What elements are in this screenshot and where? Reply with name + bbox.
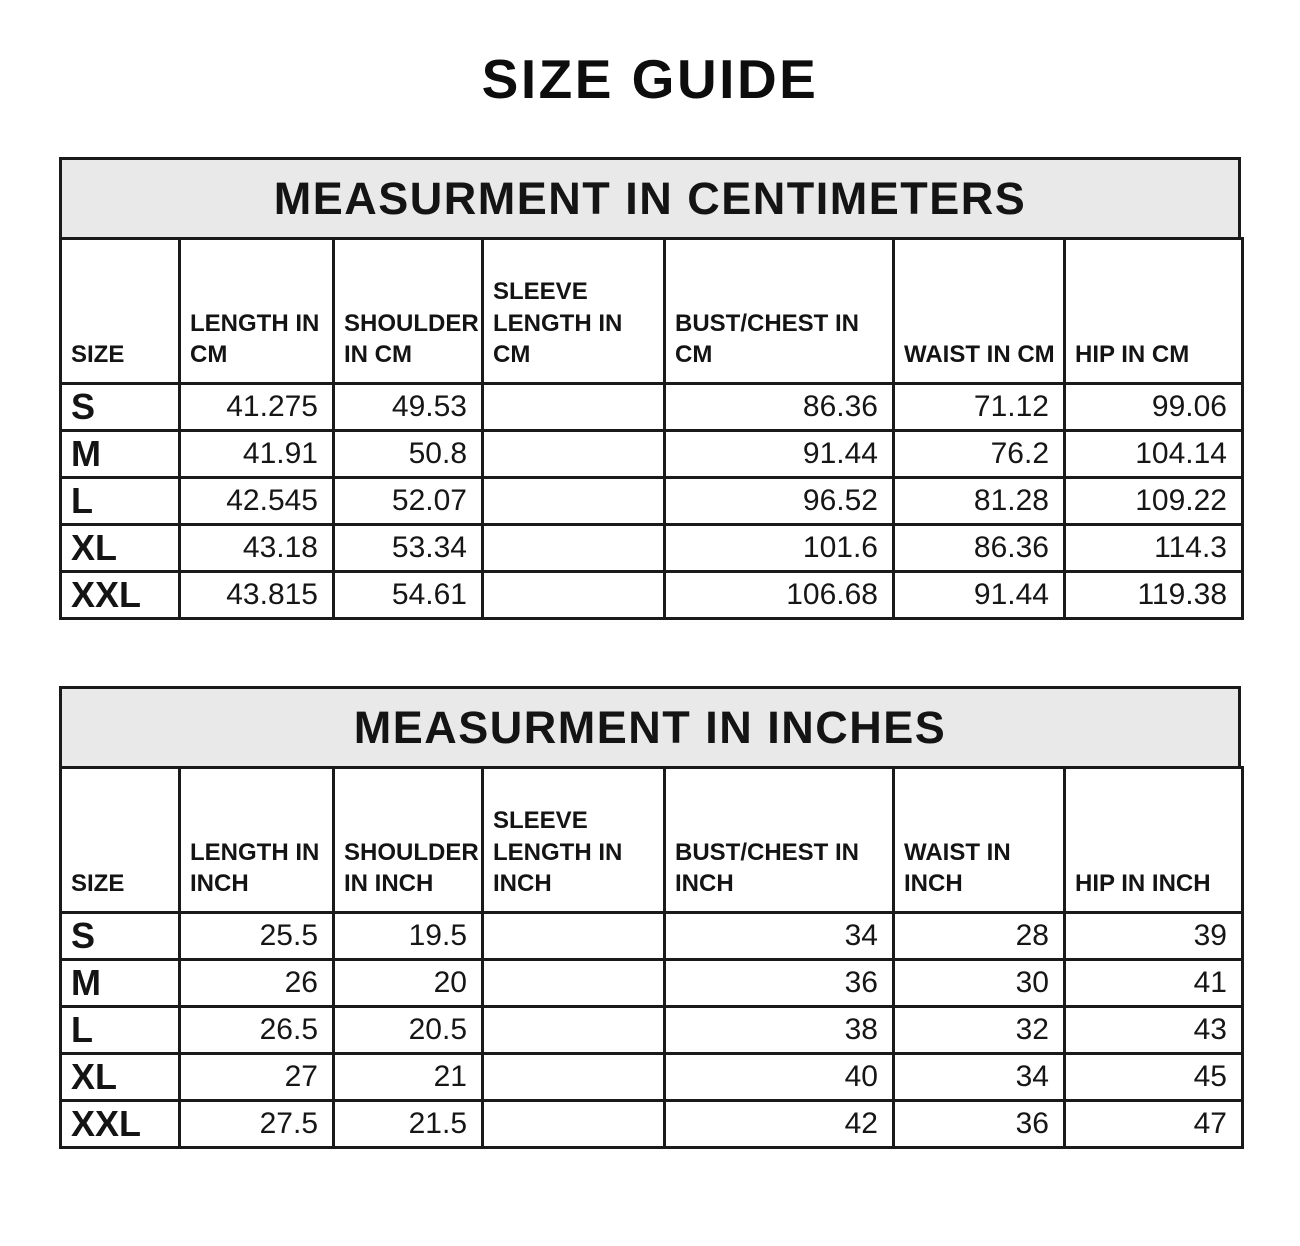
value-cell: 38 <box>665 1007 894 1054</box>
value-cell: 91.44 <box>665 431 894 478</box>
table-row <box>61 960 1243 1007</box>
value-cell: 32 <box>894 1007 1065 1054</box>
value-cell <box>483 913 665 960</box>
value-cell: 34 <box>894 1054 1065 1101</box>
size-cell: XL <box>61 525 180 572</box>
size-cell: M <box>61 431 180 478</box>
value-cell: 27 <box>180 1054 334 1101</box>
size-cell: M <box>61 960 180 1007</box>
inch-table-title-band <box>59 686 1241 766</box>
value-cell: 47 <box>1065 1101 1243 1148</box>
cm-table-title-band <box>59 157 1241 237</box>
value-cell: 76.2 <box>894 431 1065 478</box>
table-row <box>61 1007 1243 1054</box>
value-cell: 27.5 <box>180 1101 334 1148</box>
column-header: HIP IN CM <box>1065 239 1243 384</box>
value-cell: 19.5 <box>334 913 483 960</box>
table-row <box>61 384 1243 431</box>
value-cell: 36 <box>665 960 894 1007</box>
size-cell: S <box>61 913 180 960</box>
column-header: BUST/CHEST IN INCH <box>665 768 894 913</box>
value-cell: 41 <box>1065 960 1243 1007</box>
inch-table-section <box>59 686 1241 1149</box>
table-row <box>61 431 1243 478</box>
size-cell: L <box>61 478 180 525</box>
value-cell <box>483 384 665 431</box>
column-header: LENGTH IN CM <box>180 239 334 384</box>
table-row <box>61 572 1243 619</box>
value-cell: 25.5 <box>180 913 334 960</box>
table-row <box>61 478 1243 525</box>
size-cell: XXL <box>61 572 180 619</box>
value-cell <box>483 1054 665 1101</box>
value-cell: 42.545 <box>180 478 334 525</box>
value-cell: 21 <box>334 1054 483 1101</box>
value-cell: 106.68 <box>665 572 894 619</box>
value-cell <box>483 431 665 478</box>
column-header: WAIST IN CM <box>894 239 1065 384</box>
column-header: SLEEVE LENGTH IN CM <box>483 239 665 384</box>
value-cell <box>483 1007 665 1054</box>
column-header: WAIST IN INCH <box>894 768 1065 913</box>
column-header: SLEEVE LENGTH IN INCH <box>483 768 665 913</box>
value-cell: 81.28 <box>894 478 1065 525</box>
table-row <box>61 525 1243 572</box>
value-cell: 39 <box>1065 913 1243 960</box>
value-cell: 30 <box>894 960 1065 1007</box>
value-cell: 40 <box>665 1054 894 1101</box>
value-cell: 26.5 <box>180 1007 334 1054</box>
value-cell: 99.06 <box>1065 384 1243 431</box>
cm-table-section <box>59 157 1241 620</box>
column-header: BUST/CHEST IN CM <box>665 239 894 384</box>
table-row <box>61 1101 1243 1148</box>
value-cell: 52.07 <box>334 478 483 525</box>
value-cell: 20.5 <box>334 1007 483 1054</box>
header-row <box>61 768 1243 913</box>
measurement-table-inch <box>59 766 1244 1149</box>
column-header: SIZE <box>61 768 180 913</box>
column-header: HIP IN INCH <box>1065 768 1243 913</box>
value-cell <box>483 525 665 572</box>
value-cell: 36 <box>894 1101 1065 1148</box>
value-cell: 109.22 <box>1065 478 1243 525</box>
value-cell: 91.44 <box>894 572 1065 619</box>
value-cell: 43 <box>1065 1007 1243 1054</box>
value-cell: 45 <box>1065 1054 1243 1101</box>
table-row <box>61 913 1243 960</box>
value-cell: 41.275 <box>180 384 334 431</box>
page-title: SIZE GUIDE <box>481 48 819 110</box>
size-cell: S <box>61 384 180 431</box>
value-cell: 21.5 <box>334 1101 483 1148</box>
value-cell <box>483 478 665 525</box>
value-cell: 101.6 <box>665 525 894 572</box>
measurement-table-cm <box>59 237 1244 620</box>
cm-table-title: MEASURMENT IN CENTIMETERS <box>273 172 1027 224</box>
value-cell: 49.53 <box>334 384 483 431</box>
column-header: SIZE <box>61 239 180 384</box>
value-cell: 42 <box>665 1101 894 1148</box>
value-cell: 43.18 <box>180 525 334 572</box>
value-cell: 104.14 <box>1065 431 1243 478</box>
value-cell: 96.52 <box>665 478 894 525</box>
value-cell: 86.36 <box>665 384 894 431</box>
column-header: SHOULDER IN INCH <box>334 768 483 913</box>
value-cell <box>483 572 665 619</box>
value-cell: 43.815 <box>180 572 334 619</box>
column-header: LENGTH IN INCH <box>180 768 334 913</box>
value-cell: 71.12 <box>894 384 1065 431</box>
header-row <box>61 239 1243 384</box>
inch-table-title: MEASURMENT IN INCHES <box>353 701 947 753</box>
value-cell: 54.61 <box>334 572 483 619</box>
value-cell <box>483 1101 665 1148</box>
value-cell: 50.8 <box>334 431 483 478</box>
value-cell: 114.3 <box>1065 525 1243 572</box>
column-header: SHOULDER IN CM <box>334 239 483 384</box>
value-cell: 26 <box>180 960 334 1007</box>
value-cell <box>483 960 665 1007</box>
table-row <box>61 1054 1243 1101</box>
size-cell: XXL <box>61 1101 180 1148</box>
size-cell: L <box>61 1007 180 1054</box>
value-cell: 41.91 <box>180 431 334 478</box>
value-cell: 119.38 <box>1065 572 1243 619</box>
value-cell: 34 <box>665 913 894 960</box>
value-cell: 86.36 <box>894 525 1065 572</box>
value-cell: 20 <box>334 960 483 1007</box>
value-cell: 28 <box>894 913 1065 960</box>
value-cell: 53.34 <box>334 525 483 572</box>
size-cell: XL <box>61 1054 180 1101</box>
